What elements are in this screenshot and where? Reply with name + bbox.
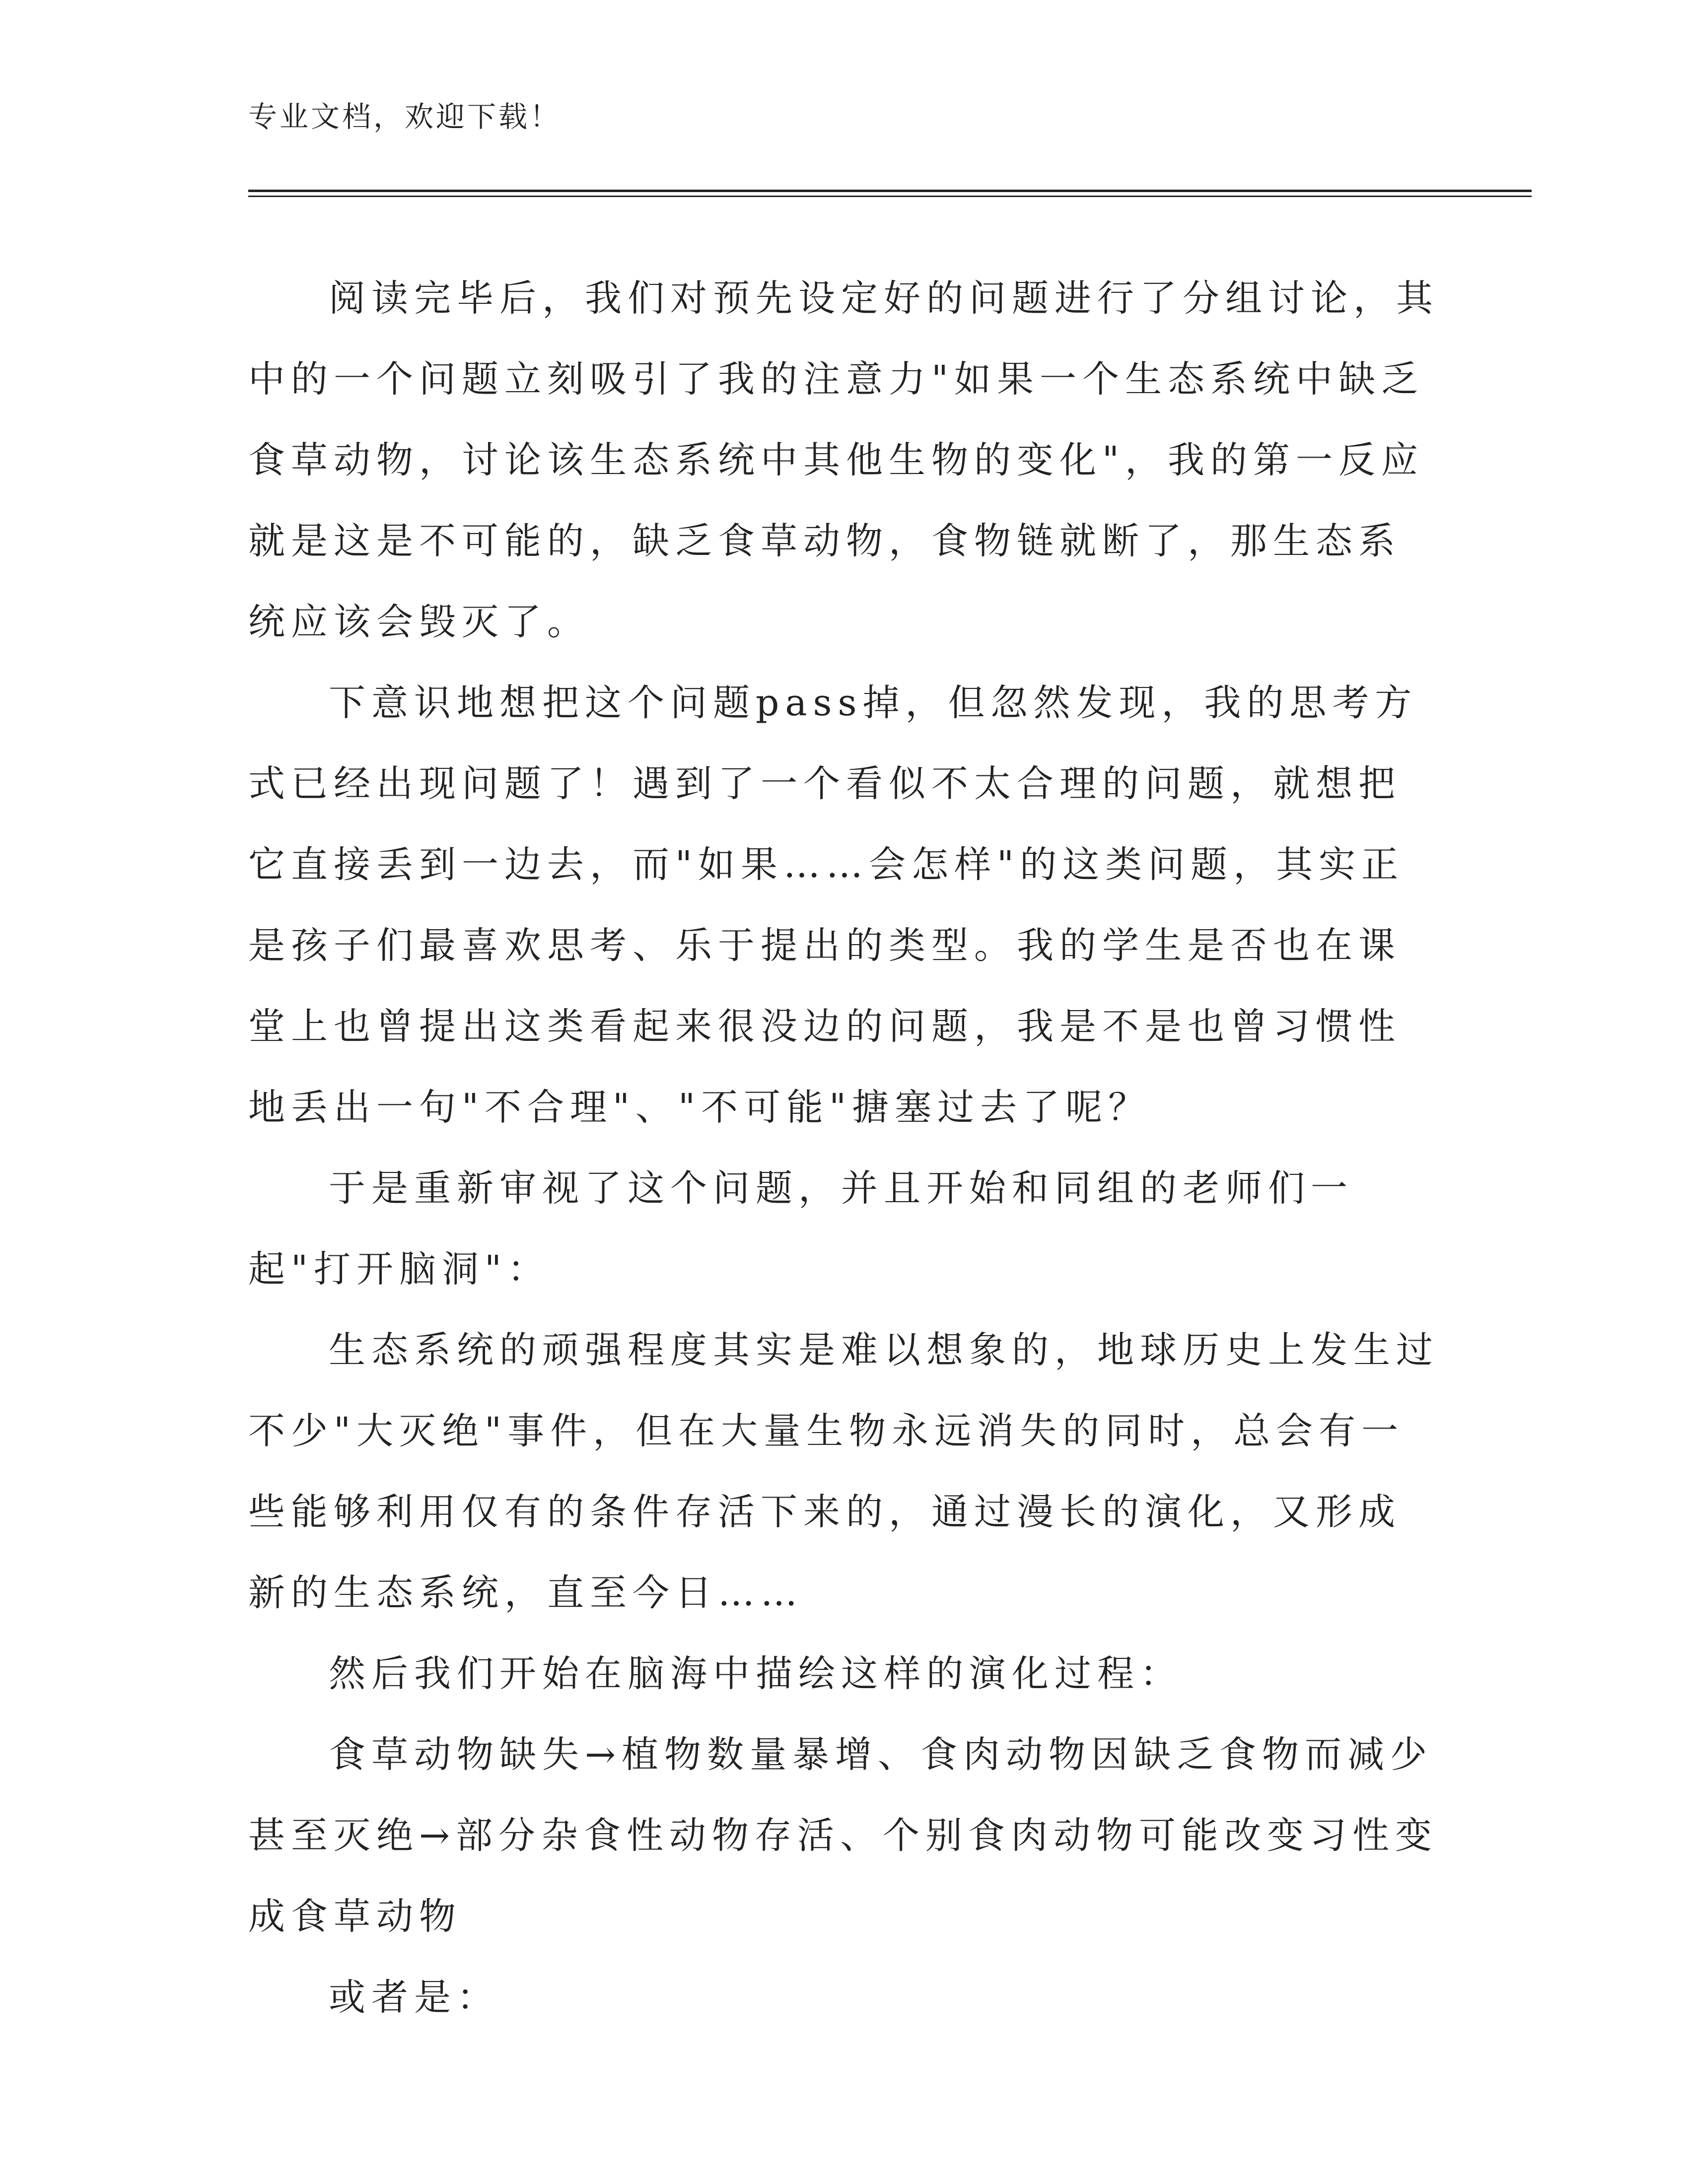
- paragraph: 于是重新审视了这个问题，并且开始和同组的老师们一起"打开脑洞"：: [248, 1167, 1353, 1291]
- document-body: [248, 258, 1440, 2038]
- header-divider-thin: [248, 196, 1532, 197]
- paragraph: 或者是：: [329, 1976, 499, 2019]
- paragraph: 阅读完毕后，我们对预先设定好的问题进行了分组讨论，其中的一个问题立刻吸引了我的注意力"如果一个生态系统中缺乏食草动物，讨论该生态系统中其他生物的变化"，我的第一反应就是这是不可能的，缺乏食草动物，食物链就断了，那生态系统应该会毁灭了。: [248, 277, 1439, 643]
- page-header: 专业文档，欢迎下载！: [248, 100, 562, 134]
- header-divider-thick: [248, 190, 1532, 192]
- paragraph: 食草动物缺失→植物数量暴增、食肉动物因缺乏食物而减少甚至灭绝→部分杂食性动物存活、个别食肉动物可能改变习性变成食草动物: [248, 1733, 1438, 1938]
- paragraph: 然后我们开始在脑海中描绘这样的演化过程：: [329, 1652, 1183, 1695]
- paragraph: 生态系统的顽强程度其实是难以想象的，地球历史上发生过不少"大灭绝"事件，但在大量生物永远消失的同时，总会有一些能够利用仅有的条件存活下来的，通过漫长的演化，又形成新的生态系统，直至今日……: [248, 1329, 1439, 1614]
- paragraph: 下意识地想把这个问题pass掉，但忽然发现，我的思考方式已经出现问题了！遇到了一个看似不太合理的问题，就想把它直接丢到一边去，而"如果……会怎样"的这类问题，其实正是孩子们最喜欢思考、乐于提出的类型。我的学生是否也在课堂上也曾提出这类看起来很没边的问题，我是不是也曾习惯性地丢出一句"不合理"、"不可能"搪塞过去了呢？: [248, 682, 1418, 1129]
